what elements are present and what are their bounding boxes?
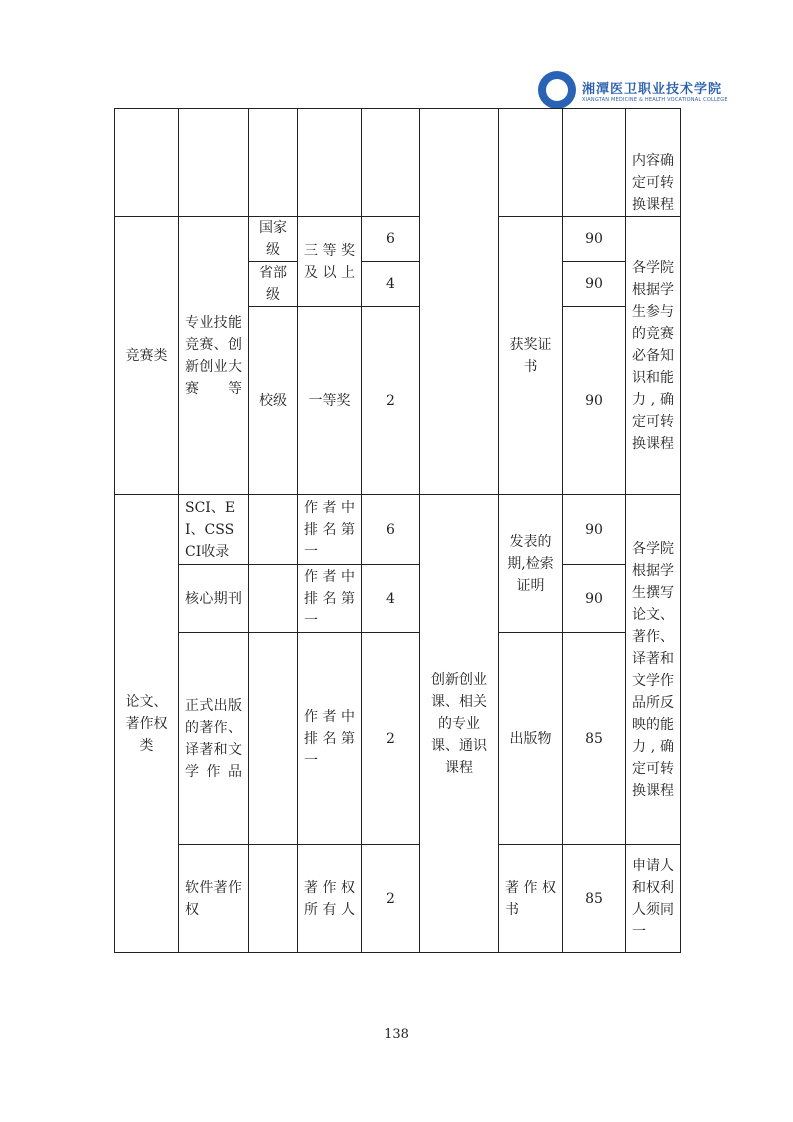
logo-text bbox=[582, 78, 728, 103]
requirement-cell: 作者中排名第一 bbox=[298, 495, 362, 565]
award-cell: 三等奖及以上 bbox=[298, 217, 362, 307]
credit-cell: 4 bbox=[362, 262, 420, 307]
score-cell: 85 bbox=[563, 845, 626, 953]
note-cell: 内容确定可转换课程 bbox=[626, 109, 681, 217]
table-cell bbox=[362, 109, 420, 217]
table-cell bbox=[249, 845, 298, 953]
award-cell: 一等奖 bbox=[298, 307, 362, 495]
score-cell: 90 bbox=[563, 262, 626, 307]
item-cell: 核心期刊 bbox=[179, 565, 249, 633]
table-cell bbox=[420, 109, 499, 495]
level-cell: 省部级 bbox=[249, 262, 298, 307]
table-row bbox=[115, 217, 681, 262]
college-logo bbox=[538, 68, 728, 112]
logo-chinese-name: 湘潭医卫职业技术学院 bbox=[582, 81, 723, 97]
credit-conversion-table bbox=[114, 108, 681, 953]
category-cell: 竞赛类 bbox=[115, 217, 179, 495]
item-cell: 专业技能竞赛、创新创业大赛等 bbox=[179, 217, 249, 495]
item-cell: 软件著作权 bbox=[179, 845, 249, 953]
page-number: 138 bbox=[384, 1027, 409, 1042]
note-cell: 各学院根据学生撰写论文、著作、译著和文学作品所反映的能力,确定可转换课程 bbox=[626, 495, 681, 845]
credit-cell: 2 bbox=[362, 845, 420, 953]
credit-cell: 4 bbox=[362, 565, 420, 633]
credit-cell: 2 bbox=[362, 633, 420, 845]
logo-english-name: XIANGTAN MEDICINE & HEALTH VOCATIONAL COLLEGE bbox=[582, 96, 728, 103]
table-cell bbox=[249, 109, 298, 217]
credit-cell: 6 bbox=[362, 495, 420, 565]
score-cell: 85 bbox=[563, 633, 626, 845]
table-cell bbox=[249, 495, 298, 565]
table-cell bbox=[115, 109, 179, 217]
requirement-cell: 作者中排名第一 bbox=[298, 565, 362, 633]
table-row bbox=[115, 495, 681, 565]
table-cell bbox=[298, 109, 362, 217]
table-row bbox=[115, 109, 681, 217]
table-row bbox=[115, 845, 681, 953]
score-cell: 90 bbox=[563, 495, 626, 565]
credit-cell: 6 bbox=[362, 217, 420, 262]
table-cell bbox=[249, 633, 298, 845]
level-cell: 国家级 bbox=[249, 217, 298, 262]
level-cell: 校级 bbox=[249, 307, 298, 495]
requirement-cell: 著作权所有人 bbox=[298, 845, 362, 953]
proof-cell: 著作权书 bbox=[499, 845, 563, 953]
college-seal-icon bbox=[538, 71, 576, 109]
item-cell: SCI、EI、CSSCI收录 bbox=[179, 495, 249, 565]
table-cell bbox=[249, 565, 298, 633]
proof-cell: 发表的期,检索证明 bbox=[499, 495, 563, 633]
item-cell: 正式出版的著作、译著和文学作品 bbox=[179, 633, 249, 845]
table-cell bbox=[179, 109, 249, 217]
table-row bbox=[115, 565, 681, 633]
requirement-cell: 作者中排名第一 bbox=[298, 633, 362, 845]
note-cell: 申请人和权利人须同一 bbox=[626, 845, 681, 953]
credit-cell: 2 bbox=[362, 307, 420, 495]
category-cell: 论文、著作权类 bbox=[115, 495, 179, 953]
table-cell bbox=[563, 109, 626, 217]
score-cell: 90 bbox=[563, 217, 626, 262]
proof-cell: 出版物 bbox=[499, 633, 563, 845]
course-cell: 创新创业课、相关的专业课、通识课程 bbox=[420, 495, 499, 953]
table-cell bbox=[499, 109, 563, 217]
note-cell: 各学院根据学生参与的竞赛必备知识和能力,确定可转换课程 bbox=[626, 217, 681, 495]
score-cell: 90 bbox=[563, 565, 626, 633]
table-row bbox=[115, 633, 681, 845]
proof-cell: 获奖证书 bbox=[499, 217, 563, 495]
score-cell: 90 bbox=[563, 307, 626, 495]
